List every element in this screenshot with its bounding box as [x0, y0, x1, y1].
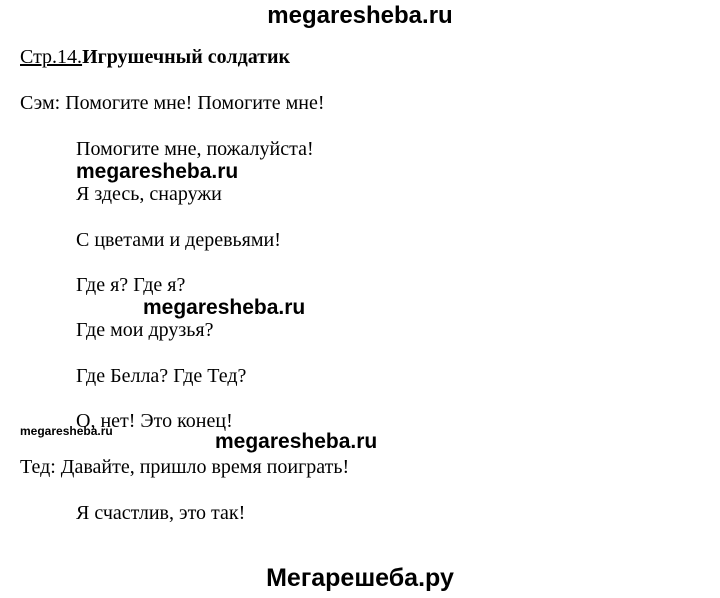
text-line-3: Я здесь, снаружи: [76, 183, 222, 205]
watermark-top: megaresheba.ru: [267, 2, 453, 29]
text-line-2: Помогите мне, пожалуйста!: [76, 138, 314, 160]
heading: [20, 45, 290, 69]
text-line-5: Где я? Где я?: [76, 274, 186, 296]
watermark-mid-2: megaresheba.ru: [143, 296, 306, 319]
watermark-mid-3: megaresheba.ru: [215, 430, 378, 453]
footer-brand: Мегарешеба.ру: [266, 564, 454, 592]
text-line-9: Тед: Давайте, пришло время поиграть!: [20, 456, 350, 478]
text-line-8: О, нет! Это конец!: [76, 410, 233, 432]
page-title: Игрушечный солдатик: [82, 46, 291, 68]
page-reference: Стр.14.: [20, 46, 83, 68]
watermark-small: megaresheba.ru: [20, 424, 113, 438]
text-line-1: Сэм: Помогите мне! Помогите мне!: [20, 92, 325, 114]
watermark-mid-1: megaresheba.ru: [76, 160, 239, 183]
text-line-4: С цветами и деревьями!: [76, 229, 281, 251]
text-line-10: Я счастлив, это так!: [76, 502, 246, 524]
text-line-6: Где мои друзья?: [76, 319, 214, 341]
text-line-7: Где Белла? Где Тед?: [76, 365, 247, 387]
